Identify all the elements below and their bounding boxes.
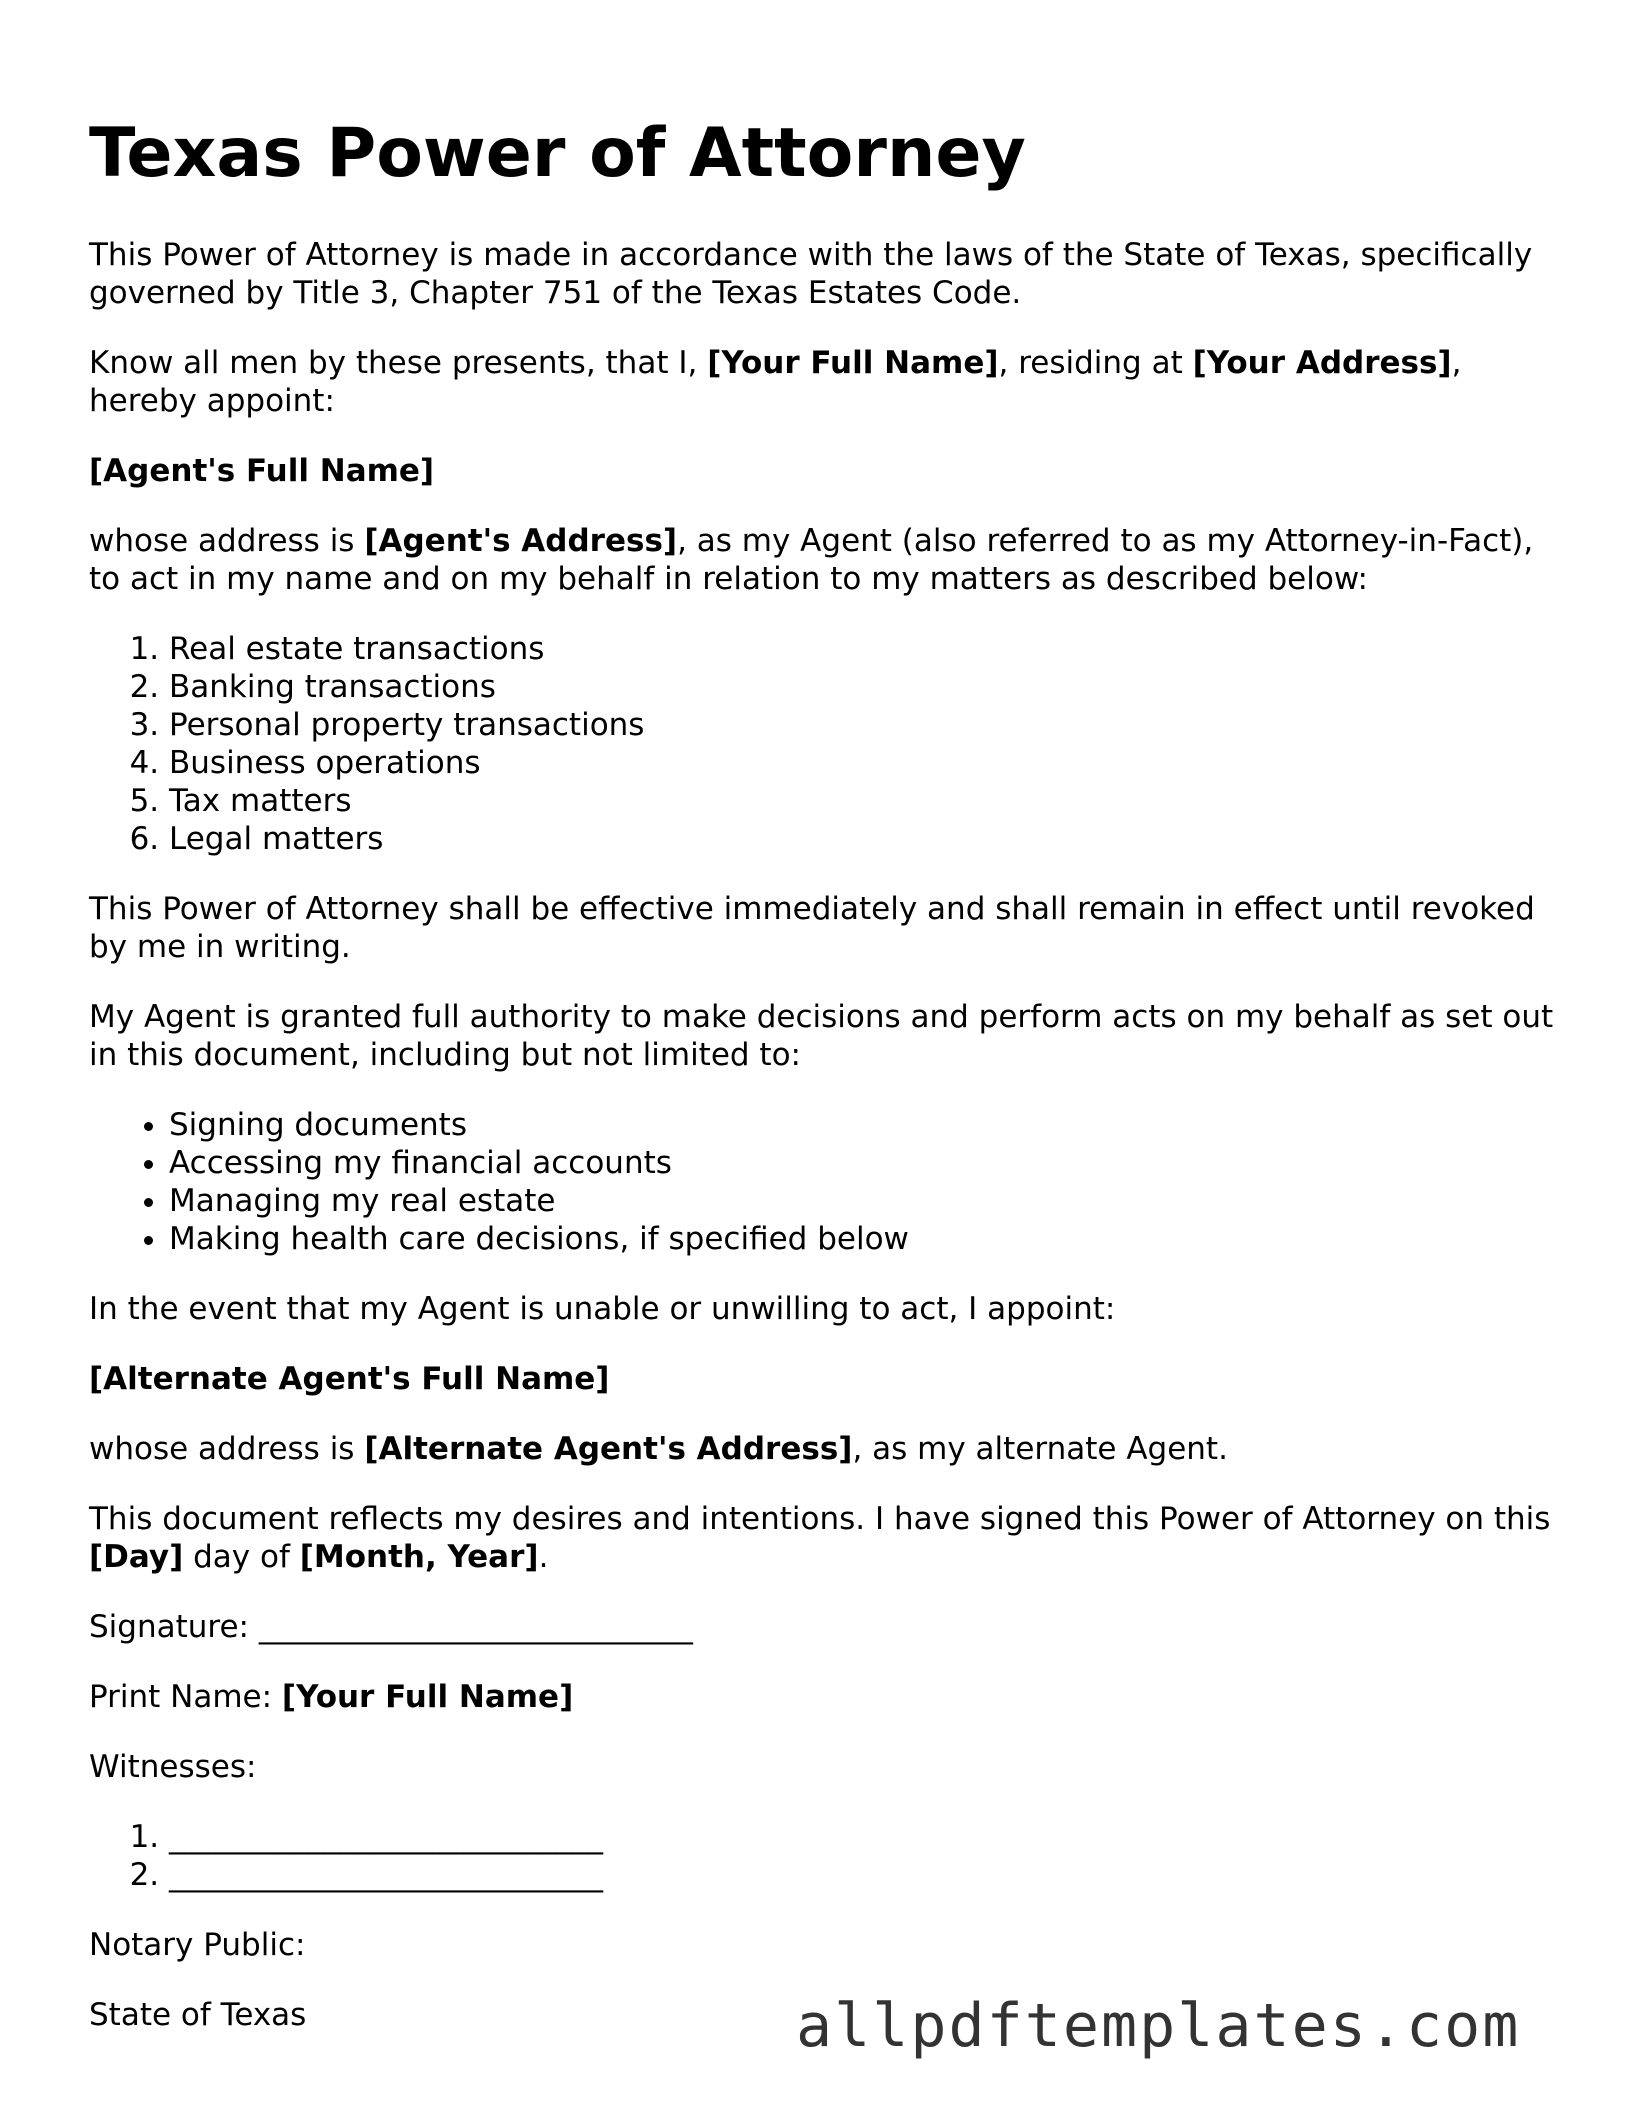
alternate-address-paragraph: whose address is [Alternate Agent's Address], as my alternate Agent.	[89, 1431, 1228, 1467]
list-item: 3. Personal property transactions	[169, 706, 1559, 744]
alternate-intro-paragraph: In the event that my Agent is unable or unwilling to act, I appoint:	[89, 1291, 1116, 1327]
list-item: 5. Tax matters	[169, 782, 1559, 820]
your-name-placeholder: [Your Full Name]	[707, 345, 999, 381]
list-item: • Accessing my financial accounts	[169, 1144, 1559, 1182]
document	[89, 112, 1559, 2066]
witness-line: 2. ____________________________	[169, 1856, 1559, 1894]
list-item: 2. Banking transactions	[169, 668, 1559, 706]
state-line: State of Texas	[89, 1997, 307, 2033]
alternate-address-placeholder: [Alternate Agent's Address]	[364, 1431, 853, 1467]
witness-line: 1. ____________________________	[169, 1818, 1559, 1856]
print-name-line: Print Name: [Your Full Name]	[89, 1679, 574, 1715]
authority-paragraph: My Agent is granted full authority to make decisions and perform acts on my behalf as set out in this document, including but not limited to:	[89, 999, 1554, 1073]
agent-name-placeholder: [Agent's Full Name]	[89, 453, 435, 489]
agent-address-paragraph: whose address is [Agent's Address], as my Agent (also referred to as my Attorney-in-Fact), to act in my name and on my behalf in relation to my matters as described below:	[89, 523, 1534, 597]
notary-label: Notary Public:	[89, 1927, 306, 1963]
effective-paragraph: This Power of Attorney shall be effective immediately and shall remain in effect until revoked by me in writing.	[89, 891, 1535, 965]
day-placeholder: [Day]	[89, 1539, 184, 1575]
signed-paragraph: This document reflects my desires and intentions. I have signed this Power of Attorney on this [Day] day of [Month, Year].	[89, 1501, 1551, 1575]
list-item: • Managing my real estate	[169, 1182, 1559, 1220]
appointment-paragraph: Know all men by these presents, that I, [Your Full Name], residing at [Your Address], hereby appoint:	[89, 345, 1462, 419]
witness-list	[89, 1818, 1559, 1894]
document-title: Texas Power of Attorney	[89, 114, 1026, 193]
list-item: 6. Legal matters	[169, 820, 1559, 858]
print-name-placeholder: [Your Full Name]	[281, 1679, 574, 1715]
list-item: 4. Business operations	[169, 744, 1559, 782]
your-address-placeholder: [Your Address]	[1192, 345, 1452, 381]
intro-paragraph: This Power of Attorney is made in accordance with the laws of the State of Texas, specifically governed by Title 3, Chapter 751 of the Texas Estates Code.	[89, 237, 1533, 311]
witnesses-label: Witnesses:	[89, 1749, 257, 1785]
list-item: • Making health care decisions, if specified below	[169, 1220, 1559, 1258]
authority-list	[89, 1106, 1559, 1258]
list-item: 1. Real estate transactions	[169, 630, 1559, 668]
list-item: • Signing documents	[169, 1106, 1559, 1144]
alternate-agent-name-placeholder: [Alternate Agent's Full Name]	[89, 1361, 610, 1397]
agent-address-placeholder: [Agent's Address]	[364, 523, 678, 559]
matters-list	[89, 630, 1559, 858]
signature-line: Signature: ____________________________	[89, 1609, 693, 1645]
watermark-brand: allpdftemplates.com	[796, 1991, 1521, 2061]
month-year-placeholder: [Month, Year]	[299, 1539, 539, 1575]
